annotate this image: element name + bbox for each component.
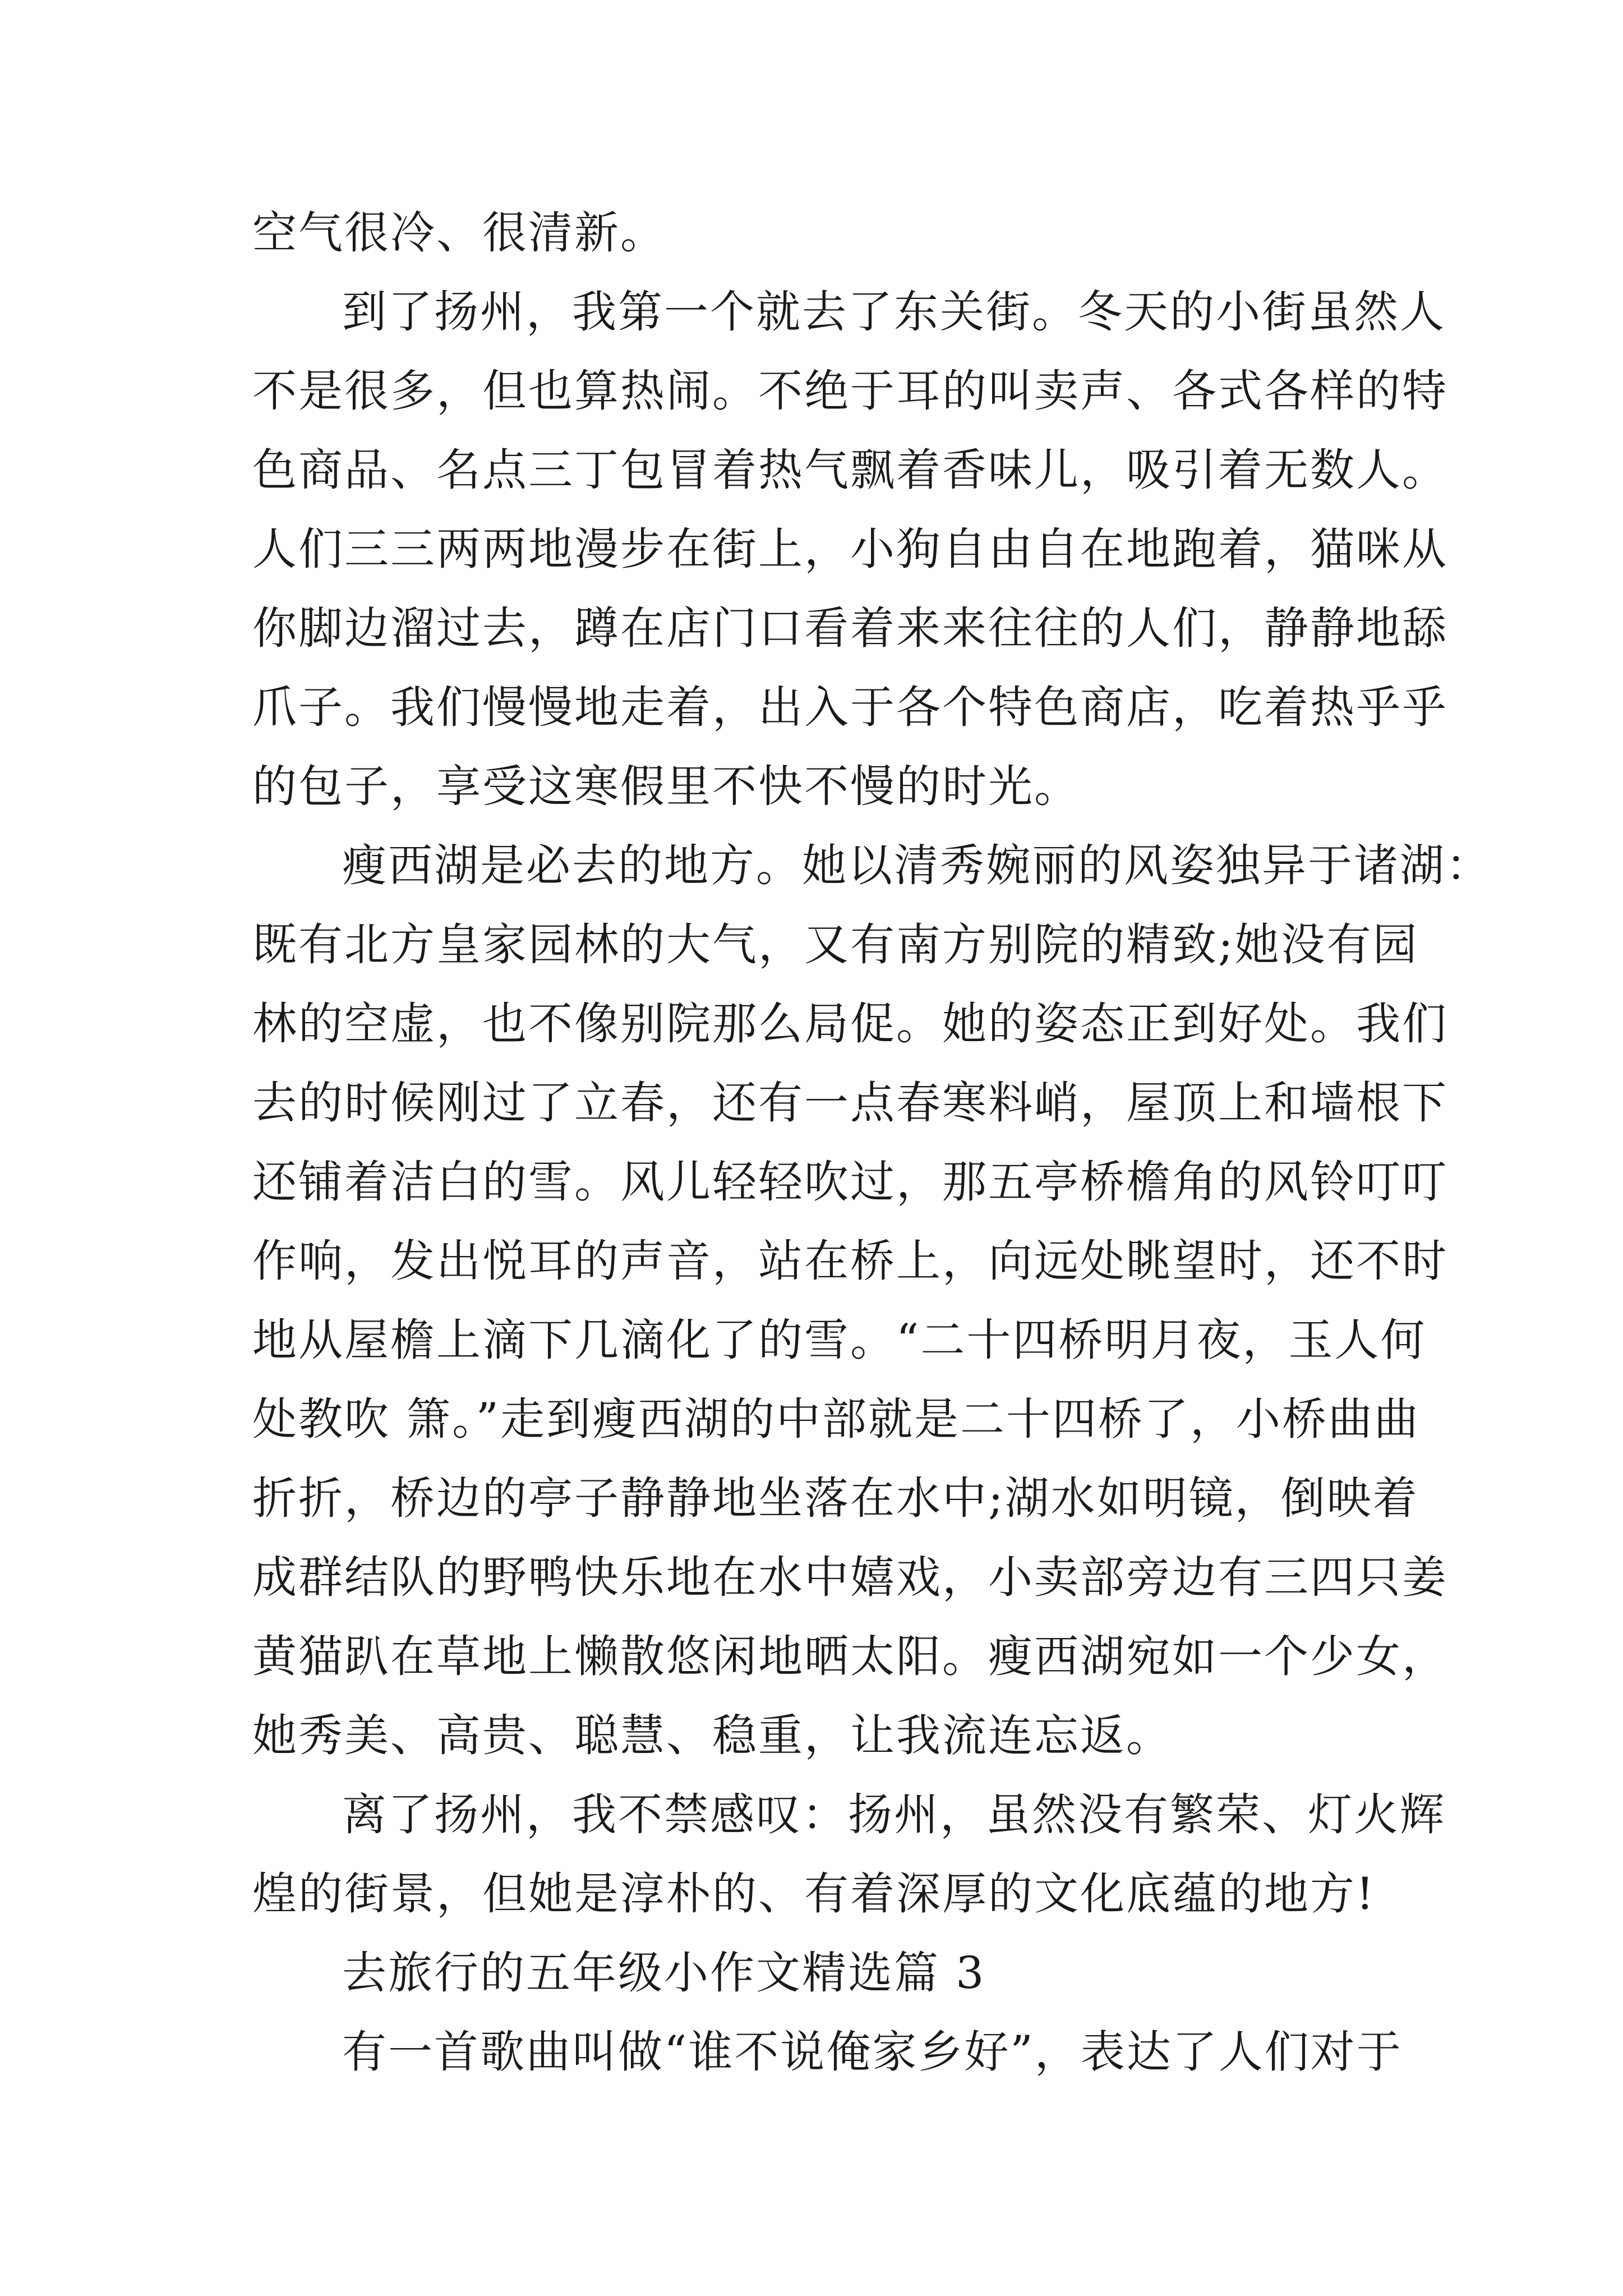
text-line: 折折，桥边的亭子静静地坐落在水中;湖水如明镜，倒映着	[252, 1473, 1419, 1524]
text-line: 去的时候刚过了立春，还有一点春寒料峭，屋顶上和墙根下	[252, 1077, 1448, 1129]
text-line: 的包子，享受这寒假里不快不慢的时光。	[252, 761, 1080, 812]
text-line: 你脚边溜过去，蹲在店门口看着来来往往的人们，静静地舔	[252, 602, 1448, 654]
section-heading: 去旅行的五年级小作文精选篇 3	[342, 1947, 986, 1999]
text-line: 不是很多，但也算热闹。不绝于耳的叫卖声、各式各样的特	[252, 365, 1448, 417]
text-line: 煌的街景，但她是淳朴的、有着深厚的文化底蕴的地方!	[252, 1868, 1376, 1920]
text-line: 林的空虚，也不像别院那么局促。她的姿态正到好处。我们	[252, 998, 1448, 1050]
text-line: 黄猫趴在草地上懒散悠闲地晒太阳。瘦西湖宛如一个少女，	[252, 1631, 1448, 1682]
essay-body	[252, 194, 1492, 2092]
text-line: 爪子。我们慢慢地走着，出入于各个特色商店，吃着热乎乎	[252, 682, 1448, 733]
text-line: 空气很冷、很清新。	[252, 207, 666, 259]
text-line: 还铺着洁白的雪。风儿轻轻吹过，那五亭桥檐角的风铃叮叮	[252, 1156, 1448, 1208]
paragraph-start-line: 瘦西湖是必去的地方。她以清秀婉丽的风姿独异于诸湖：	[342, 840, 1492, 891]
paragraph-start-line: 离了扬州，我不禁感叹：扬州，虽然没有繁荣、灯火辉	[342, 1789, 1446, 1841]
text-line: 人们三三两两地漫步在街上，小狗自由自在地跑着，猫咪从	[252, 523, 1448, 575]
paragraph-start-line: 有一首歌曲叫做“谁不说俺家乡好”，表达了人们对于	[342, 2026, 1403, 2078]
paragraph-start-line: 到了扬州，我第一个就去了东关街。冬天的小街虽然人	[342, 286, 1446, 338]
text-line: 地从屋檐上滴下几滴化了的雪。“二十四桥明月夜，玉人何	[252, 1314, 1427, 1366]
text-line: 既有北方皇家园林的大气，又有南方别院的精致;她没有园	[252, 919, 1419, 970]
text-line: 成群结队的野鸭快乐地在水中嬉戏，小卖部旁边有三四只姜	[252, 1552, 1448, 1603]
text-line: 她秀美、高贵、聪慧、稳重，让我流连忘返。	[252, 1710, 1172, 1761]
text-line: 色商品、名点三丁包冒着热气飘着香味儿，吸引着无数人。	[252, 444, 1448, 496]
text-line: 处教吹 箫。”走到瘦西湖的中部就是二十四桥了，小桥曲曲	[252, 1393, 1420, 1445]
text-line: 作响，发出悦耳的声音，站在桥上，向远处眺望时，还不时	[252, 1235, 1448, 1287]
